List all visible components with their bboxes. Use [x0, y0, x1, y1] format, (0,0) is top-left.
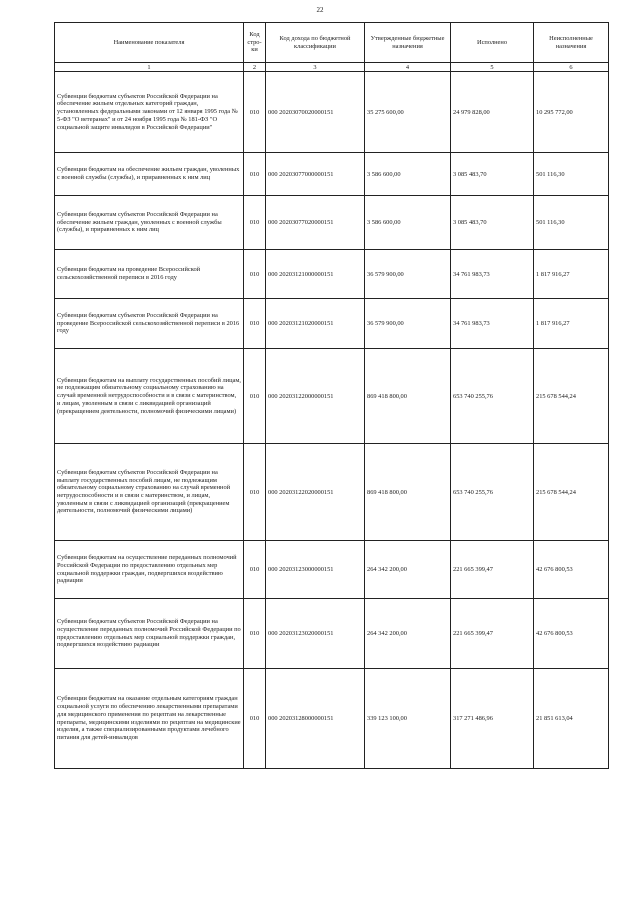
table-row — [55, 250, 609, 299]
executed-amount: 653 740 255,76 — [451, 444, 534, 541]
indicator-name: Субвенции бюджетам субъектов Российской Федерации на обеспечение жильем граждан, уволенных с военной службы (службы), и приравненных к ним лиц — [55, 196, 244, 250]
indicator-name: Субвенции бюджетам субъектов Российской Федерации на обеспечение жильем отдельных категорий граждан, установленных федеральными законами от 12 января 1995 года № 5-ФЗ "О ветеранах" и от 24 ноября 1995 года № 181-ФЗ "О социальной защите инвалидов в Российской Федерации" — [55, 72, 244, 153]
unexecuted-amount: 1 817 916,27 — [534, 299, 609, 349]
column-number: 3 — [266, 63, 365, 72]
unexecuted-amount: 21 851 613,04 — [534, 669, 609, 769]
budget-execution-table — [54, 22, 609, 769]
approved-amount: 869 418 800,00 — [365, 349, 451, 444]
column-number: 2 — [244, 63, 266, 72]
line-code: 010 — [244, 153, 266, 196]
header-executed: Исполнено — [451, 23, 534, 63]
indicator-name: Субвенции бюджетам субъектов Российской Федерации на осуществление переданных полномочий Российской Федерации по предоставлению отдельных мер социальной поддержки граждан, подвергшихся воздействию радиации — [55, 599, 244, 669]
indicator-name: Субвенции бюджетам на проведение Всероссийской сельскохозяйственной переписи в 2016 году — [55, 250, 244, 299]
income-code: 000 20203121000000151 — [266, 250, 365, 299]
executed-amount: 34 761 983,73 — [451, 299, 534, 349]
unexecuted-amount: 1 817 916,27 — [534, 250, 609, 299]
approved-amount: 3 586 600,00 — [365, 196, 451, 250]
unexecuted-amount: 42 676 800,53 — [534, 599, 609, 669]
executed-amount: 317 271 486,96 — [451, 669, 534, 769]
column-number: 4 — [365, 63, 451, 72]
table-row — [55, 349, 609, 444]
approved-amount: 35 275 600,00 — [365, 72, 451, 153]
indicator-name: Субвенции бюджетам на оказание отдельным категориям граждан социальной услуги по обеспечению лекарственными препаратами для медицинского применения по рецептам на лекарственные препараты, медицинскими изделиями по рецептам на медицинские изделия, а также специализированными продуктами лечебного питания для детей-инвалидов — [55, 669, 244, 769]
approved-amount: 339 123 100,00 — [365, 669, 451, 769]
header-approved: Утвержденные бюджетные назначения — [365, 23, 451, 63]
executed-amount: 3 085 483,70 — [451, 153, 534, 196]
indicator-name: Субвенции бюджетам на осуществление переданных полномочий Российской Федерации по предоставлению отдельных мер социальной поддержки граждан, подвергшихся воздействию радиации — [55, 541, 244, 599]
unexecuted-amount: 501 116,30 — [534, 153, 609, 196]
header-line-code: Код стро-ки — [244, 23, 266, 63]
line-code: 010 — [244, 72, 266, 153]
table-row — [55, 669, 609, 769]
table-row — [55, 153, 609, 196]
unexecuted-amount: 501 116,30 — [534, 196, 609, 250]
table-row — [55, 196, 609, 250]
line-code: 010 — [244, 349, 266, 444]
header-income-code: Код дохода по бюджетной классификации — [266, 23, 365, 63]
executed-amount: 34 761 983,73 — [451, 250, 534, 299]
income-code: 000 20203123020000151 — [266, 599, 365, 669]
line-code: 010 — [244, 196, 266, 250]
column-number-row — [55, 63, 609, 72]
approved-amount: 36 579 900,00 — [365, 250, 451, 299]
column-number: 6 — [534, 63, 609, 72]
executed-amount: 653 740 255,76 — [451, 349, 534, 444]
line-code: 010 — [244, 599, 266, 669]
executed-amount: 3 085 483,70 — [451, 196, 534, 250]
indicator-name: Субвенции бюджетам субъектов Российской Федерации на выплату государственных пособий лицам, не подлежащим обязательному социальному страхованию на случай временной нетрудоспособности и в связи с материнством, и лицам, уволенным в связи с ликвидацией организаций (прекращением деятельности, полномочий физическими лицами) — [55, 444, 244, 541]
unexecuted-amount: 215 678 544,24 — [534, 444, 609, 541]
page-number: 22 — [316, 6, 324, 14]
income-code: 000 20203123000000151 — [266, 541, 365, 599]
executed-amount: 221 665 399,47 — [451, 541, 534, 599]
income-code: 000 20203070020000151 — [266, 72, 365, 153]
line-code: 010 — [244, 250, 266, 299]
line-code: 010 — [244, 299, 266, 349]
income-code: 000 20203121020000151 — [266, 299, 365, 349]
income-code: 000 20203122020000151 — [266, 444, 365, 541]
line-code: 010 — [244, 669, 266, 769]
income-code: 000 20203077020000151 — [266, 196, 365, 250]
approved-amount: 869 418 800,00 — [365, 444, 451, 541]
indicator-name: Субвенции бюджетам субъектов Российской Федерации на проведение Всероссийской сельскохозяйственной переписи в 2016 году — [55, 299, 244, 349]
approved-amount: 3 586 600,00 — [365, 153, 451, 196]
table-row — [55, 444, 609, 541]
column-number: 5 — [451, 63, 534, 72]
header-indicator-name: Наименование показателя — [55, 23, 244, 63]
table-row — [55, 72, 609, 153]
indicator-name: Субвенции бюджетам на выплату государственных пособий лицам, не подлежащим обязательному социальному страхованию на случай временной нетрудоспособности и в связи с материнством, и лицам, уволенным в связи с ликвидацией организаций (прекращением деятельности, полномочий физическими лицами) — [55, 349, 244, 444]
table-row — [55, 599, 609, 669]
approved-amount: 264 342 200,00 — [365, 541, 451, 599]
table-row — [55, 299, 609, 349]
unexecuted-amount: 10 295 772,00 — [534, 72, 609, 153]
indicator-name: Субвенции бюджетам на обеспечение жильем граждан, уволенных с военной службы (службы), и приравненных к ним лиц — [55, 153, 244, 196]
header-unexecuted: Неисполненные назначения — [534, 23, 609, 63]
approved-amount: 36 579 900,00 — [365, 299, 451, 349]
income-code: 000 20203077000000151 — [266, 153, 365, 196]
column-number: 1 — [55, 63, 244, 72]
table-header-row — [55, 23, 609, 63]
table-row — [55, 541, 609, 599]
unexecuted-amount: 215 678 544,24 — [534, 349, 609, 444]
line-code: 010 — [244, 541, 266, 599]
line-code: 010 — [244, 444, 266, 541]
income-code: 000 20203128000000151 — [266, 669, 365, 769]
unexecuted-amount: 42 676 800,53 — [534, 541, 609, 599]
executed-amount: 24 979 828,00 — [451, 72, 534, 153]
executed-amount: 221 665 399,47 — [451, 599, 534, 669]
approved-amount: 264 342 200,00 — [365, 599, 451, 669]
income-code: 000 20203122000000151 — [266, 349, 365, 444]
